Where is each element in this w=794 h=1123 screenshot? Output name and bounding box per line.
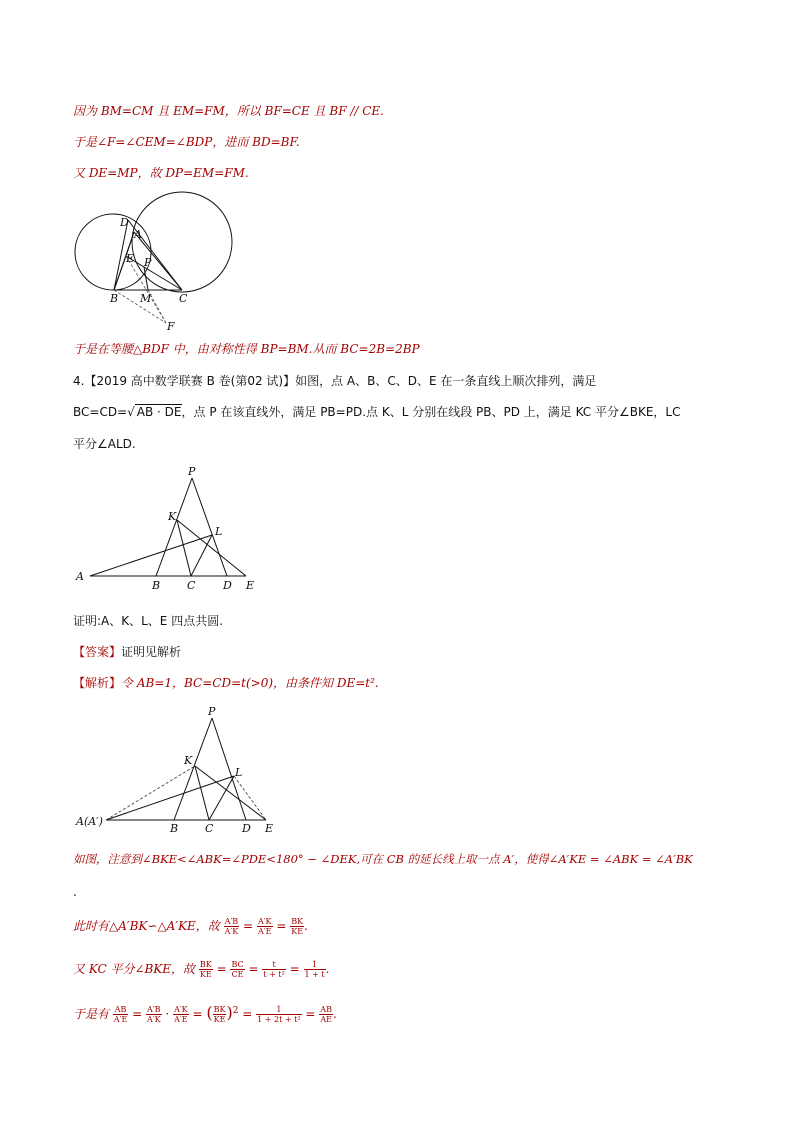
analysis-text: 令 AB=1，BC=CD=t(>0)，由条件知 DE=t².	[121, 676, 379, 690]
similarity-line: 此时有△A′BK∽△A′KE，故 $\frac{A'B}{A'K}$ = $\frac{A'K}{A'E}$ = $\frac{BK}{KE}$ .	[73, 917, 308, 936]
label-B: B	[170, 822, 179, 835]
prove-statement: 证明:A、K、L、E 四点共圆.	[73, 614, 224, 628]
label-E: E	[265, 822, 274, 835]
label-L: L	[235, 766, 243, 779]
frac-AB-AK: $\frac{A'B}{A'K}$	[224, 917, 239, 936]
frac-AK-AE-2: $\frac{A'K}{A'E}$	[174, 1005, 188, 1024]
frac-AK-AE: $\frac{A'K}{A'E}$	[257, 917, 272, 936]
text-line-2	[73, 134, 300, 150]
bisector-text: 又 KC 平分∠BKE，故	[73, 962, 196, 976]
label-D: D	[223, 579, 232, 592]
label-A-prime: A(A′)	[76, 815, 103, 828]
conclusion-text: 于是有	[73, 1007, 110, 1021]
label-E: E	[126, 252, 135, 265]
text-line-3	[73, 165, 249, 181]
frac-BK-KE-3: $\frac{BK}{KE}$	[213, 1005, 226, 1024]
trailing-dot: .	[73, 885, 77, 899]
bisector-line: 又 KC 平分∠BKE，故 $\frac{BK}{KE}$ = $\frac{BC}{CE}$ = $\frac{t}{\text{t + t²}}$ = $\frac{1}{1 + t}$ .	[73, 960, 330, 979]
frac-AB-AE-2: $\frac{AB}{AE}$	[320, 1005, 332, 1024]
sqrt-radicand: AB · DE	[136, 405, 182, 419]
problem-4-line-3	[73, 436, 136, 452]
analysis-line	[73, 675, 379, 691]
problem-4-equality: BC=CD=	[73, 405, 128, 419]
label-B: B	[110, 292, 119, 305]
figure-triangle-1	[70, 462, 270, 594]
large-circle	[132, 192, 232, 292]
answer-text: 证明见解析	[121, 645, 182, 659]
proof-step-3: 又 DE=MP，故 DP=EM=FM.	[73, 166, 249, 180]
label-C: C	[179, 292, 188, 305]
prove-line	[73, 613, 223, 629]
label-E: E	[246, 579, 255, 592]
frac-1-poly: $\frac{1}{\text{1 + 2t + t²}}$	[257, 1005, 301, 1024]
label-K: K	[184, 754, 193, 767]
frac-AB-AE: $\frac{AB}{A'E}$	[113, 1005, 128, 1024]
frac-BK-KE-2: $\frac{BK}{KE}$	[199, 960, 212, 979]
answer-tag: 【答案】	[73, 645, 122, 659]
analysis-tag: 【解析】	[73, 676, 122, 690]
text-line-4	[73, 341, 420, 357]
frac-AB-AK-2: $\frac{A'B}{A'K}$	[147, 1005, 161, 1024]
label-C: C	[205, 822, 214, 835]
problem-4-statement: 4.【2019 高中数学联赛 B 卷(第02 试)】如图，点 A、B、C、D、E 在一条直线上顺次排列，满足	[73, 374, 597, 388]
proof-step-1: 因为 BM=CM 且 EM=FM，所以 BF=CE 且 BF // CE.	[73, 104, 384, 118]
proof-step-4: 于是在等腰△BDF 中，由对称性得 BP=BM.从而 BC=2B=2BP	[73, 342, 420, 356]
label-P: P	[208, 705, 216, 718]
label-B: B	[152, 579, 161, 592]
problem-4-line-1	[73, 373, 596, 389]
similarity-text: 此时有△A′BK∽△A′KE，故	[73, 919, 220, 933]
figure-two-circles	[70, 190, 240, 335]
label-A: A	[134, 228, 142, 241]
problem-4-conditions: ，点 P 在该直线外，满足 PB=PD.点 K、L 分别在线段 PB、PD 上，满足 KC 平分∠BKE，LC	[181, 405, 681, 419]
frac-1-1t: $\frac{1}{1 + t}$	[304, 960, 325, 979]
note-line	[73, 851, 693, 867]
sqrt-symbol: √	[127, 405, 135, 419]
label-F: F	[167, 320, 175, 333]
dot-line	[73, 884, 77, 900]
problem-4-condition-end: 平分∠ALD.	[73, 437, 136, 451]
label-D: D	[242, 822, 251, 835]
frac-t: $\frac{t}{\text{t + t²}}$	[263, 960, 285, 979]
label-M: M	[140, 292, 152, 305]
label-L: L	[215, 525, 223, 538]
figure-triangle-2	[70, 702, 290, 837]
conclusion-line: 于是有 $\frac{AB}{A'E}$ = $\frac{A'B}{A'K}$ · $\frac{A'K}{A'E}$ = ( $\frac{BK}{KE}$ )$^2$ = $\frac{1}{\text{1 + 2t + t²}}$ = $\frac{AB}{AE}$ .	[73, 1003, 337, 1024]
problem-4-line-2	[73, 404, 681, 420]
label-D: D	[120, 216, 129, 229]
frac-BC-CE: $\frac{BC}{CE}$	[231, 960, 244, 979]
proof-step-2: 于是∠F=∠CEM=∠BDP，进而 BD=BF.	[73, 135, 300, 149]
label-P: P	[144, 256, 152, 269]
construction-note: 如图，注意到∠BKE<∠ABK=∠PDE<180° − ∠DEK,可在 CB 的延长线上取一点 A′，使得∠A′KE = ∠ABK = ∠A′BK	[73, 852, 693, 866]
frac-BK-KE: $\frac{BK}{KE}$	[291, 917, 304, 936]
answer-line	[73, 644, 181, 660]
text-line-1	[73, 103, 384, 119]
label-K: K	[168, 510, 177, 523]
label-C: C	[187, 579, 196, 592]
label-A: A	[76, 570, 84, 583]
label-P: P	[188, 465, 196, 478]
